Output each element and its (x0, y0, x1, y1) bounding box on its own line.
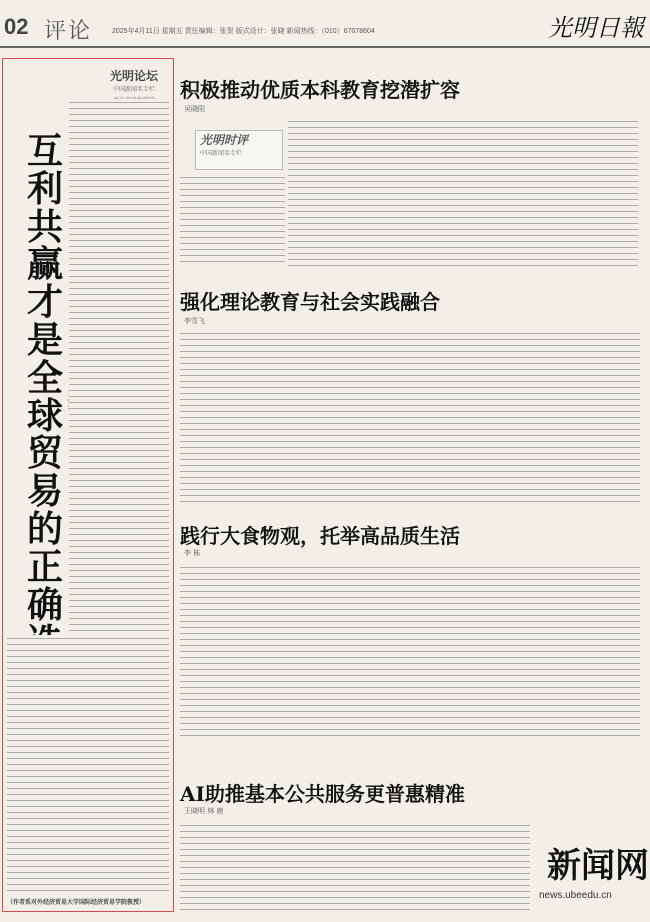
section-title: 评论 (44, 19, 93, 44)
header-meta: 2025年4月11日 星期五 责任编辑：张贺 版式设计：张晓 新闻热线：（010）67078604 (112, 28, 375, 35)
article-4-body (180, 822, 530, 914)
left-column-article (2, 58, 174, 912)
page-header (0, 0, 650, 44)
shiping-subtitle: 中国新闻名专栏 (200, 150, 243, 157)
page-number: 02 (4, 14, 29, 39)
watermark-text: 新闻网 (547, 846, 649, 886)
shiping-title: 光明时评 (200, 133, 249, 147)
header-rule (0, 46, 650, 48)
main-headline: 互利共赢才是全球贸易的正确 (27, 130, 64, 626)
article-2-title: 强化理论教育与社会实践融合 (180, 290, 440, 314)
article-3-author: 李 栋 (184, 549, 201, 557)
left-footnote: （作者系对外经济贸易大学国际经济贸易学院教授） (7, 899, 146, 906)
forum-subtitle: 中国新闻名专栏 (112, 86, 155, 93)
left-body-top (69, 99, 169, 659)
newspaper-masthead: 光明日報 (548, 14, 644, 42)
watermark-url: news.ubeedu.cn (539, 890, 612, 901)
article-1-body-b (288, 118, 638, 266)
article-1-title: 积极推动优质本科教育挖潜扩容 (180, 78, 460, 102)
shiping-logo (195, 130, 283, 170)
article-1-body-a (180, 174, 285, 262)
article-3-title: 践行大食物观，托举高品质生活 (180, 524, 460, 548)
forum-title: 光明论坛 (109, 69, 158, 83)
site-watermark (535, 838, 650, 918)
article-2-author: 李雪飞 (184, 317, 205, 325)
article-4-title: AI助推基本公共服务更普惠精准 (180, 782, 465, 806)
article-1-author: 吴晓阳 (184, 105, 205, 113)
article-3-body (180, 564, 640, 736)
left-body-bottom (7, 635, 169, 893)
article-4-author: 王晓明 林 鹿 (184, 807, 224, 815)
article-2-body (180, 330, 640, 504)
